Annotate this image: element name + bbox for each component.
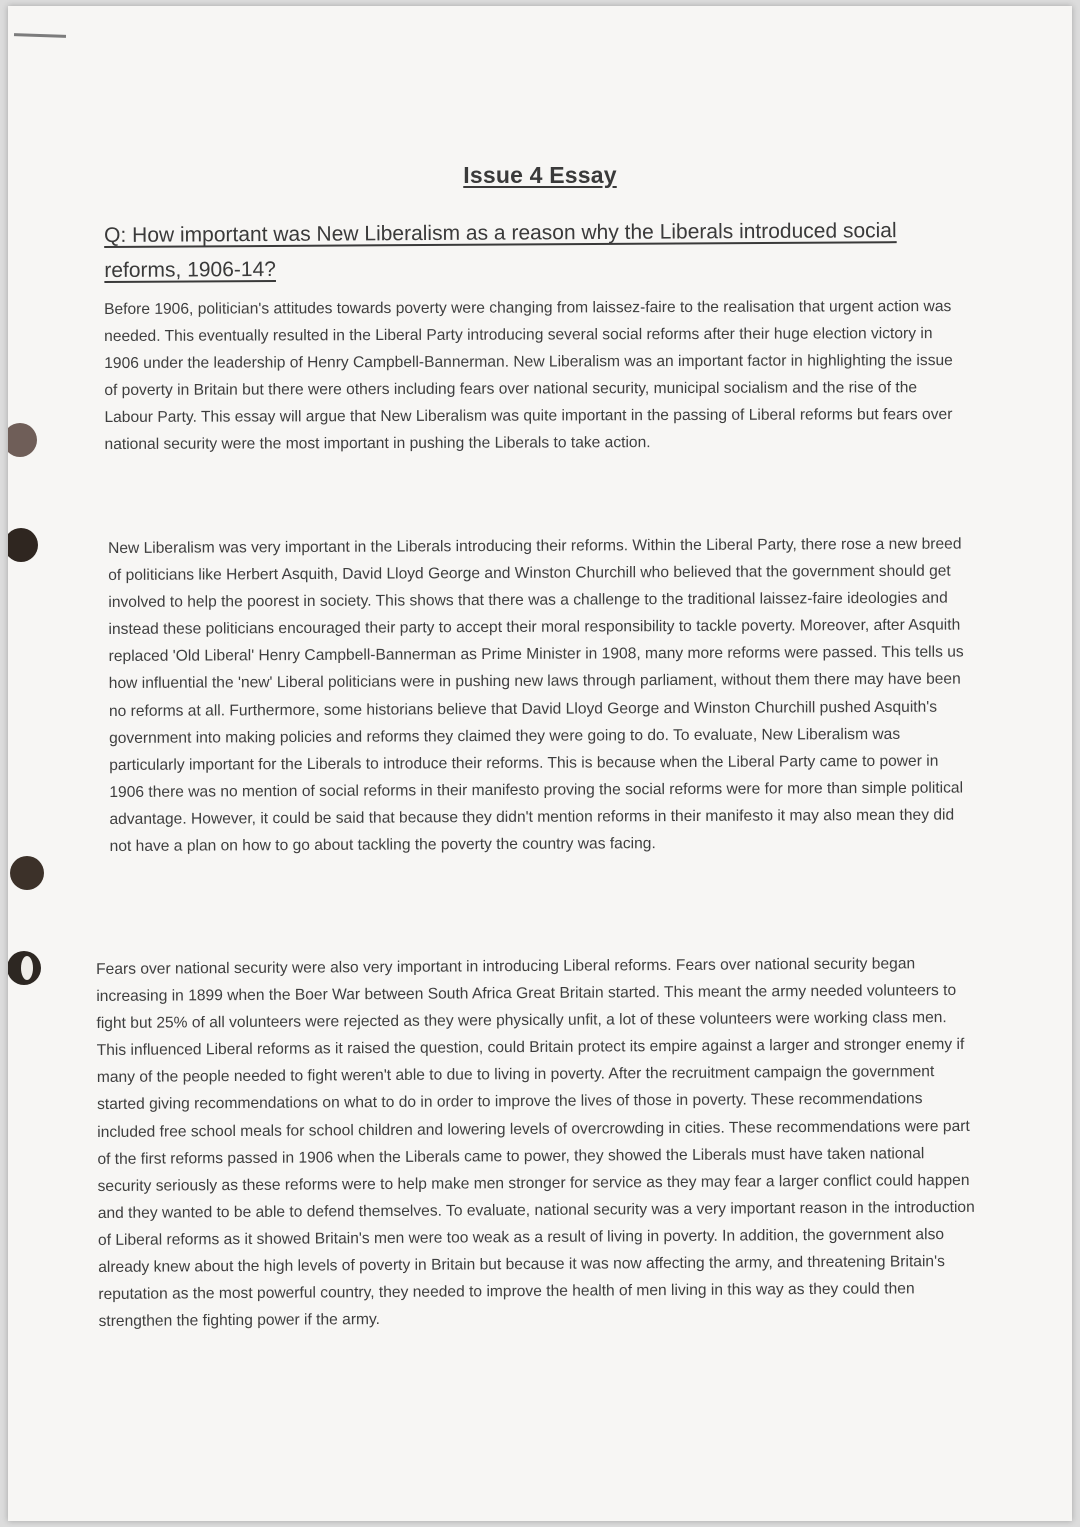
essay-title: Issue 4 Essay [463, 162, 617, 188]
corner-mark [14, 33, 66, 38]
paragraph-new-liberalism: New Liberalism was very important in the Liberals introducing their reforms. Within the Liberal Party, there rose a new breed of politicians like Herbert Asquith, David Lloyd George and Winston Churchill who believed that the government should get involved to help the poorest in society. This shows that there was a challenge to the traditional laissez-faire ideologies and instead these politicians encouraged their party to accept their moral responsibility to tackle poverty. Moreover, after Asquith replaced 'Old Liberal' Henry Campbell-Bannerman as Prime Minister in 1908, many more reforms were passed. This tells us how influential the 'new' Liberal politicians were in pushing new laws through parliament, without them there may have been no reforms at all. Furthermore, some historians believe that David Lloyd George and Winston Churchill pushed Asquith's government into making policies and reforms they claimed they were going to do. To evaluate, New Liberalism was particularly important for the Liberals to introduce their reforms. This is because when the Liberal Party came to power in 1906 there was no mention of social reforms in their manifesto proving the social reforms were for more than simple political advantage. However, it could be said that because they didn't mention reforms in their manifesto it may also mean they did not have a plan on how to go about tackling the poverty the country was facing. [108, 535, 964, 856]
punch-hole [8, 951, 41, 985]
essay-question: Q: How important was New Liberalism as a reason why the Liberals introduced social reforms, 1906-14? [104, 219, 897, 282]
essay-page [8, 6, 1072, 1521]
paragraph-national-security: Fears over national security were also very important in introducing Liberal reforms. Fears over national security began increasing in 1899 when the Boer War between South Africa Great Britain started. This meant the army needed volunteers to fight but 25% of all volunteers were rejected as they were physically unfit, a lot of these volunteers were working class men. This influenced Liberal reforms as it raised the question, could Britain protect its empire against a larger and stronger enemy if many of the people needed to fight weren't able to due to living in poverty. After the recruitment campaign the government started giving recommendations on what to do in order to improve the lives of those in poverty. These recommendations included free school meals for school children and lowering levels of overcrowding in cities. These recommendations were part of the first reforms passed in 1906 when the Liberals came to power, they showed the Liberals must have taken national security seriously as these reforms were to help make men stronger for service as they may fear a larger conflict could happen and they wanted to be able to defend themselves. To evaluate, national security was a very important reason in the introduction of Liberal reforms as it showed Britain's men were too weak as a result of living in poverty. In addition, the government also already knew about the high levels of poverty in Britain but because it was now affecting the army, and threatening Britain's reputation as the most powerful country, they needed to improve the health of men living in this way as they could then strengthen the fighting power if the army. [96, 955, 975, 1331]
punch-hole [10, 856, 44, 890]
paragraph-introduction: Before 1906, politician's attitudes towards poverty were changing from laissez-faire to the realisation that urgent action was needed. This eventually resulted in the Liberal Party introducing several social reforms after their huge election victory in 1906 under the leadership of Henry Campbell-Bannerman. New Liberalism was an important factor in highlighting the issue of poverty in Britain but there were others including fears over national security, municipal socialism and the rise of the Labour Party. This essay will argue that New Liberalism was quite important in the passing of Liberal reforms but fears over national security were the most important in pushing the Liberals to take action. [104, 298, 953, 454]
punch-hole [8, 423, 37, 457]
punch-hole [8, 528, 38, 562]
